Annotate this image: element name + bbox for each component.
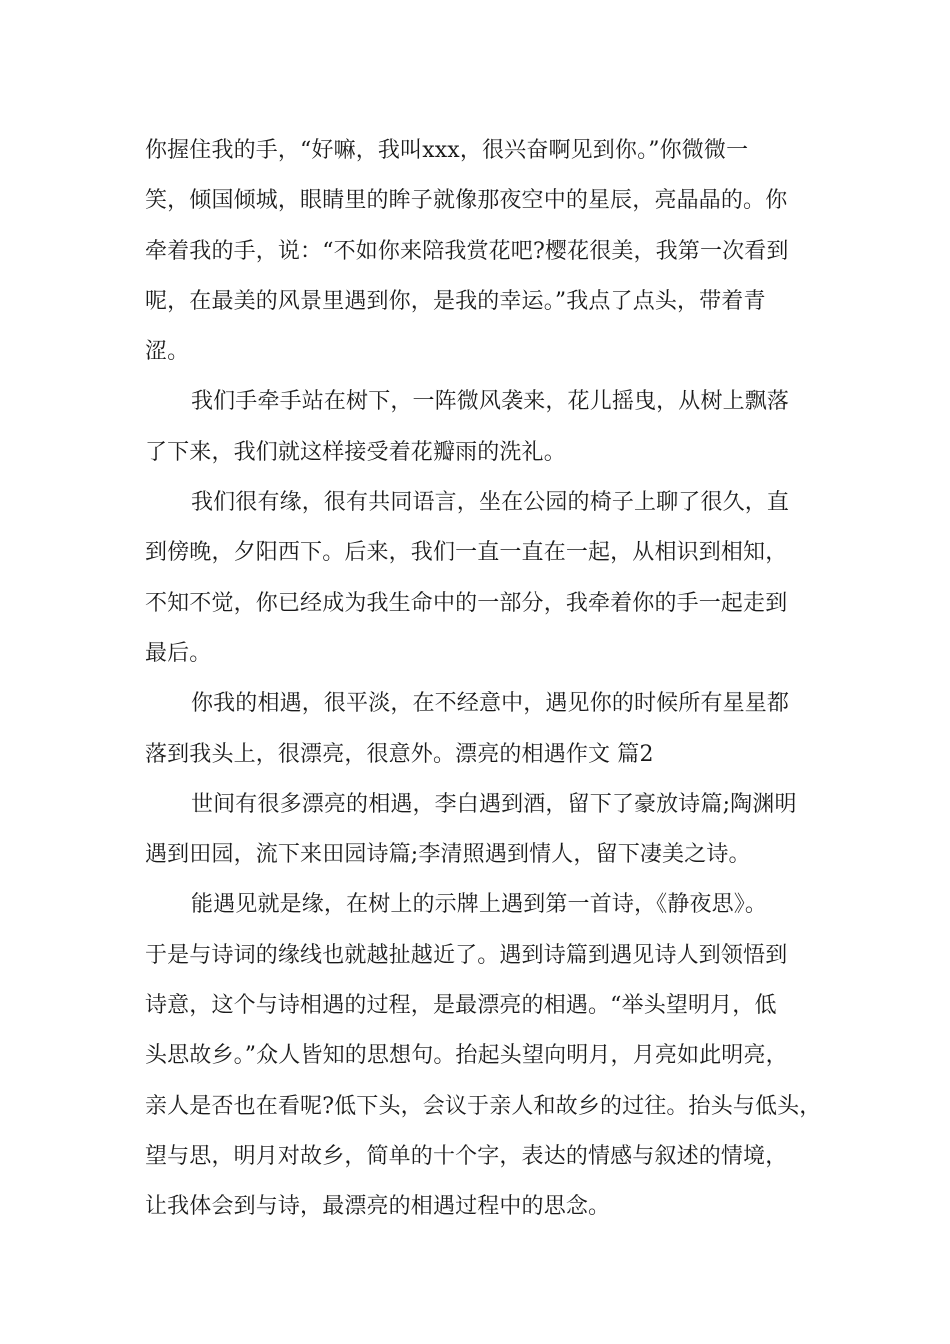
text-line: 遇到田园，流下来田园诗篇;李清照遇到情人，留下凄美之诗。 bbox=[145, 842, 751, 868]
text-line: 我们很有缘，很有共同语言，坐在公园的椅子上聊了很久，直 bbox=[191, 490, 790, 516]
text-line: 能遇见就是缘，在树上的示牌上遇到第一首诗，《静夜思》。 bbox=[191, 892, 768, 918]
text-line: 了下来，我们就这样接受着花瓣雨的洗礼。 bbox=[145, 439, 566, 465]
text-line: 落到我头上，很漂亮，很意外。漂亮的相遇作文 篇2 bbox=[145, 741, 654, 767]
text-line: 涩。 bbox=[145, 339, 190, 365]
document-body bbox=[145, 126, 822, 1233]
text-line: 牵着我的手，说：“不如你来陪我赏花吧?樱花很美，我第一次看到 bbox=[145, 238, 789, 264]
text-line: 到傍晚，夕阳西下。后来，我们一直一直在一起，从相识到相知， bbox=[145, 540, 788, 566]
text-line: 诗意，这个与诗相遇的过程，是最漂亮的相遇。“举头望明月，低 bbox=[145, 993, 777, 1019]
text-line: 你我的相遇，很平淡，在不经意中，遇见你的时候所有星星都 bbox=[191, 691, 790, 717]
text-line: 于是与诗词的缘线也就越扯越近了。遇到诗篇到遇见诗人到领悟到 bbox=[145, 942, 788, 968]
text-line: 最后。 bbox=[145, 640, 212, 666]
text-line: 不知不觉，你已经成为我生命中的一部分，我牵着你的手一起走到 bbox=[145, 590, 788, 616]
text-line: 望与思，明月对故乡，简单的十个字，表达的情感与叙述的情境， bbox=[145, 1143, 788, 1169]
text-line: 世间有很多漂亮的相遇，李白遇到酒，留下了豪放诗篇;陶渊明 bbox=[191, 791, 797, 817]
text-line: 头思故乡。”众人皆知的思想句。抬起头望向明月，月亮如此明亮， bbox=[145, 1043, 788, 1069]
text-line: 呢，在最美的风景里遇到你，是我的幸运。”我点了点头，带着青 bbox=[145, 288, 766, 314]
text-line: 你握住我的手，“好嘛，我叫xxx，很兴奋啊见到你。”你微微一 bbox=[145, 138, 749, 163]
text-line: 笑，倾国倾城，眼睛里的眸子就像那夜空中的星辰，亮晶晶的。你 bbox=[145, 188, 788, 214]
text-line: 我们手牵手站在树下，一阵微风袭来，花儿摇曳，从树上飘落 bbox=[191, 389, 790, 415]
text-line: 让我体会到与诗，最漂亮的相遇过程中的思念。 bbox=[145, 1194, 611, 1220]
text-line: 亲人是否也在看呢?低下头，会议于亲人和故乡的过往。抬头与低头， bbox=[145, 1093, 822, 1119]
